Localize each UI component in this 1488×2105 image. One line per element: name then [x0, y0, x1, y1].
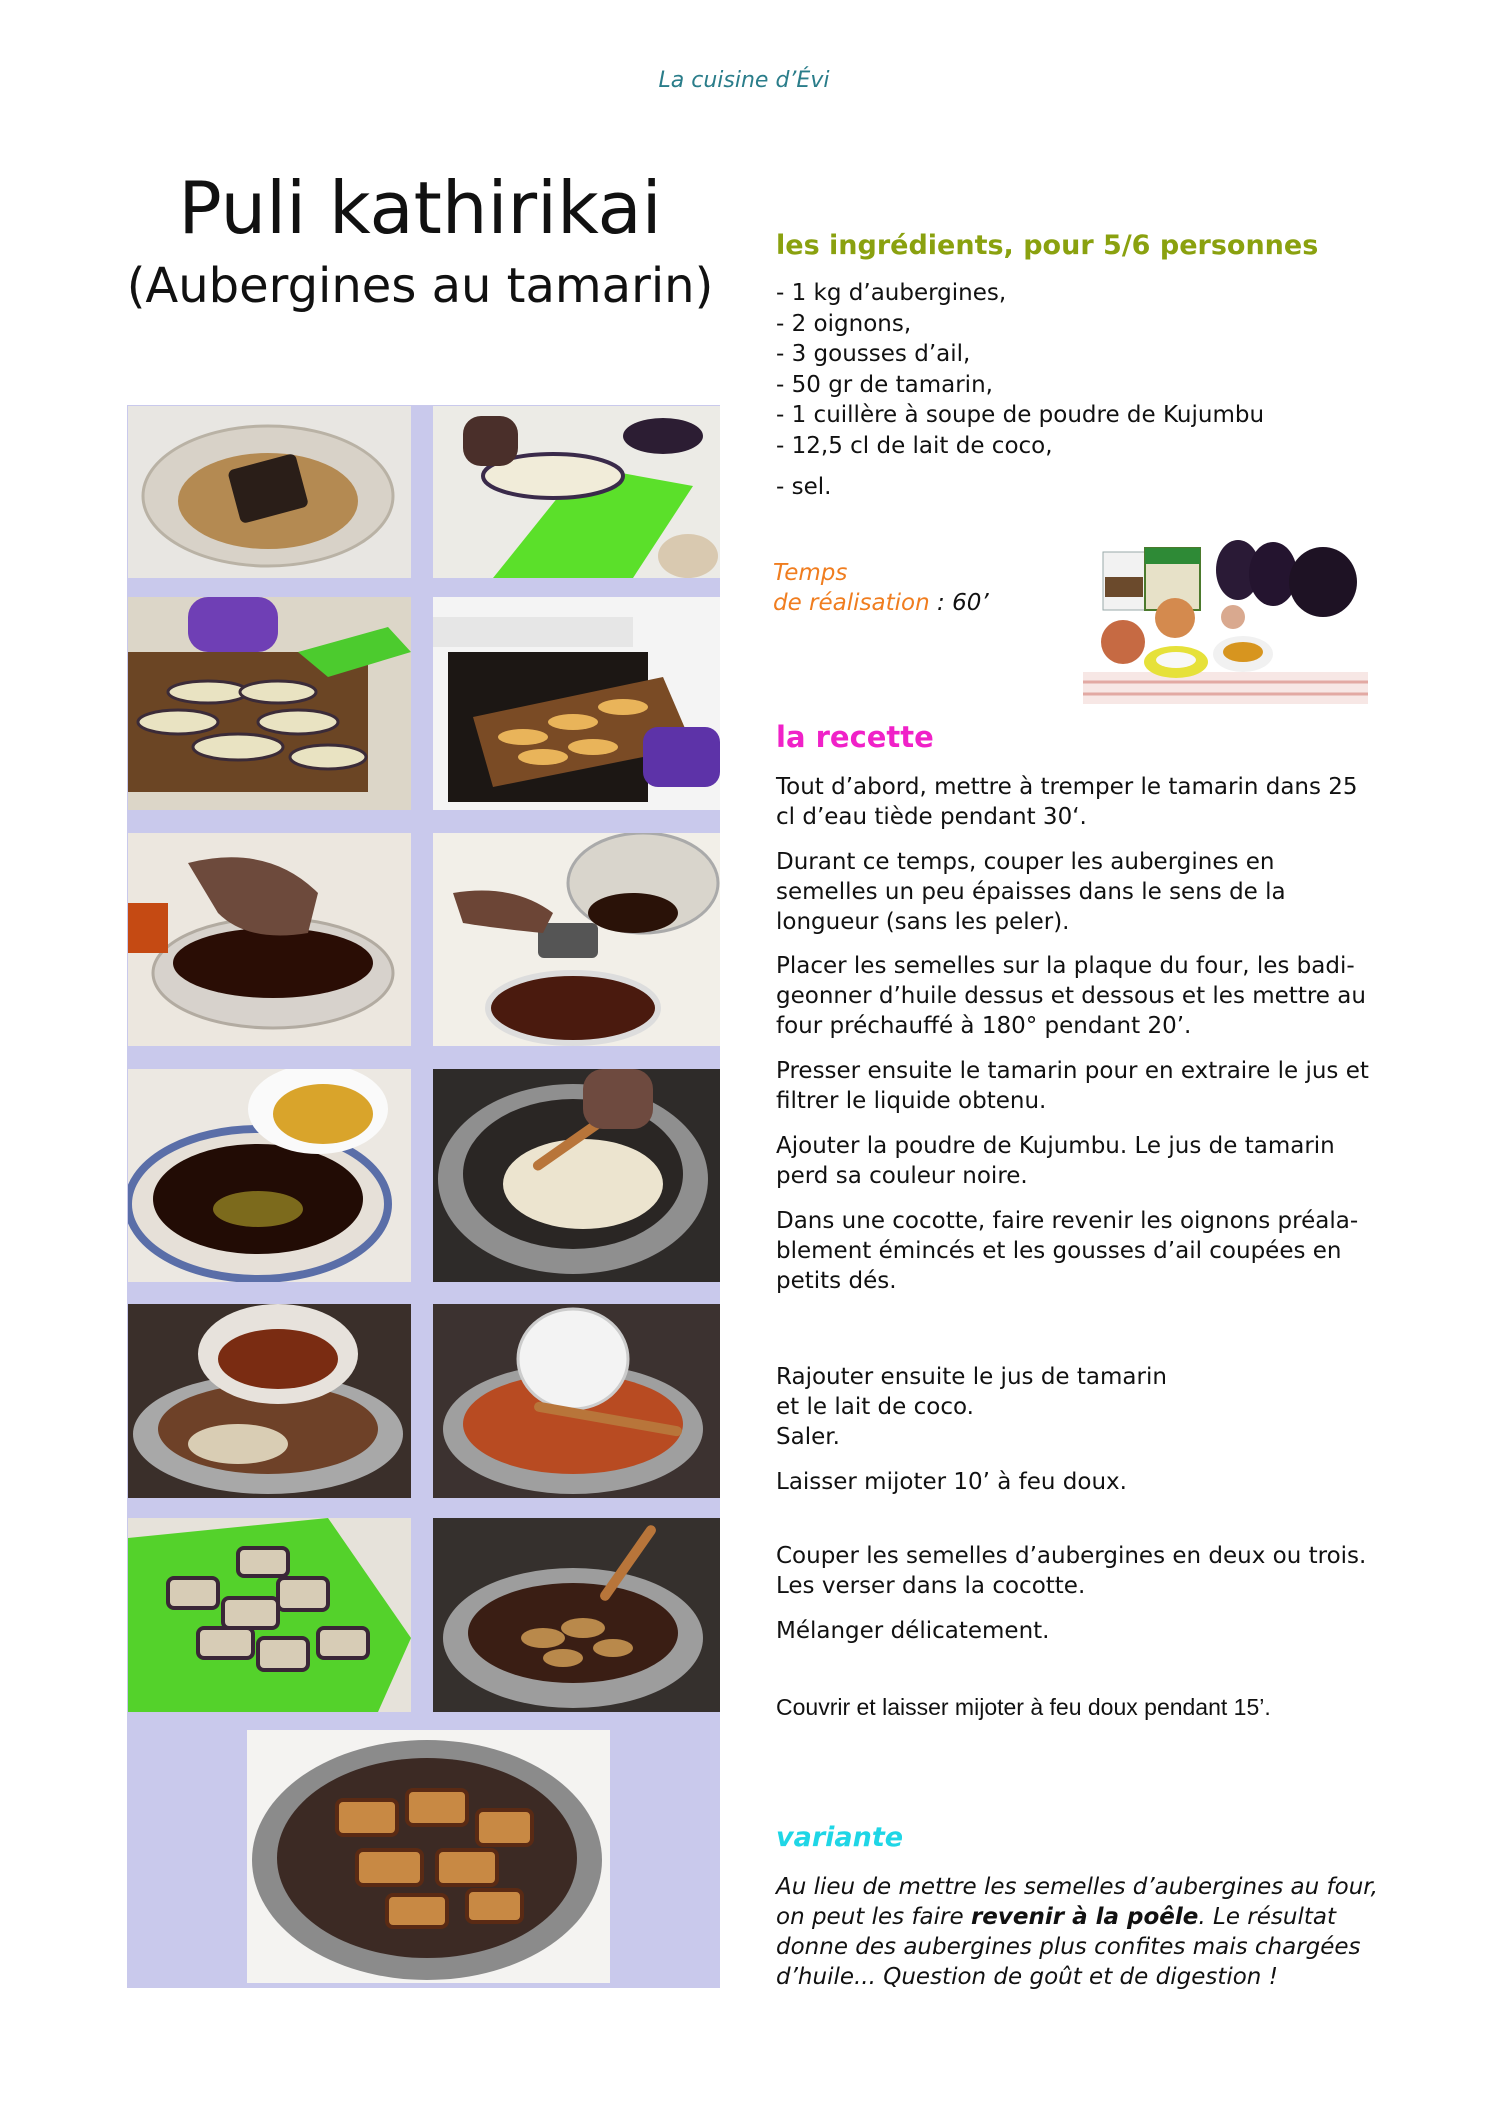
step-4: Presser ensuite le tamarin pour en extraire le jus et filtrer le liquide obtenu.	[776, 1058, 1369, 1114]
ingredient-item-salt: - sel.	[776, 474, 832, 500]
photo-adding-coconut-milk	[433, 1304, 720, 1498]
preparation-time	[773, 558, 989, 618]
photo-cut-aubergines	[128, 1518, 411, 1712]
photo-pressing-tamarin	[128, 833, 411, 1046]
time-label-line2: de réalisation : 60’	[773, 590, 989, 616]
step-3: Placer les semelles sur la plaque du four, les badi-geonner d’huile dessus et dessous et les mettre au four préchauffé à 180° pendant 20’.	[776, 953, 1366, 1039]
step-7: Rajouter ensuite le jus de tamarin et le lait de coco. Saler.	[776, 1364, 1167, 1450]
step-9: Couper les semelles d’aubergines en deux ou trois. Les verser dans la cocotte.	[776, 1543, 1367, 1599]
photo-tray-in-oven	[433, 597, 720, 810]
step-2: Durant ce temps, couper les aubergines en semelles un peu épaisses dans le sens de la longueur (sans les peler).	[776, 849, 1286, 935]
recipe-subtitle: (Aubergines au tamarin)	[126, 258, 714, 314]
variant-section-title: variante	[776, 1822, 904, 1853]
site-header: La cuisine d’Évi	[658, 68, 830, 93]
ingredient-item: - 12,5 cl de lait de coco,	[776, 432, 1053, 459]
step-6: Dans une cocotte, faire revenir les oignons préala-blement émincés et les gousses d’ail coupées en petits dés.	[776, 1208, 1359, 1294]
ingredient-item: - 1 cuillère à soupe de poudre de Kujumbu	[776, 402, 1265, 428]
photo-pouring-tamarin-juice	[128, 1304, 411, 1498]
step-1: Tout d’abord, mettre à tremper le tamarin dans 25 cl d’eau tiède pendant 30‘.	[776, 774, 1358, 830]
photo-filtering-juice	[433, 833, 720, 1046]
photo-panel	[127, 405, 720, 1988]
photo-adding-kujumbu	[128, 1069, 411, 1282]
photo-cutting-aubergine	[433, 406, 720, 578]
time-value: 60’	[952, 590, 989, 616]
variant-text: Au lieu de mettre les semelles d’aubergines au four, on peut les faire revenir à la poêle. Le résultat donne des aubergines plus confites mais chargées d’huile... Question de goût et de digestion !	[776, 1874, 1378, 1990]
ingredients-list	[776, 278, 1264, 461]
ingredients-photo	[1083, 522, 1368, 704]
ingredient-item: - 3 gousses d’ail,	[776, 341, 971, 367]
step-5: Ajouter la poudre de Kujumbu. Le jus de tamarin perd sa couleur noire.	[776, 1133, 1335, 1189]
photo-onions-in-pot	[433, 1069, 720, 1282]
recipe-section-title: la recette	[776, 720, 934, 754]
ingredient-item: - 2 oignons,	[776, 310, 912, 337]
photo-final-dish	[247, 1730, 610, 1983]
step-10: Mélanger délicatement.	[776, 1618, 1050, 1644]
step-8: Laisser mijoter 10’ à feu doux.	[776, 1469, 1127, 1495]
photo-aubergines-on-tray	[128, 597, 411, 810]
ingredient-item: - 50 gr de tamarin,	[776, 371, 993, 398]
photo-tamarin-soaking	[128, 406, 411, 578]
ingredient-item: - 1 kg d’aubergines,	[776, 280, 1007, 306]
ingredients-title: les ingrédients, pour 5/6 personnes	[776, 230, 1319, 261]
variant-bold-text: revenir à la poêle	[970, 1904, 1199, 1930]
photo-mixing-in-pot	[433, 1518, 720, 1712]
time-label-line1: Temps	[773, 560, 848, 586]
step-11: Couvrir et laisser mijoter à feu doux pendant 15’.	[776, 1694, 1271, 1720]
recipe-title: Puli kathirikai	[178, 166, 662, 250]
